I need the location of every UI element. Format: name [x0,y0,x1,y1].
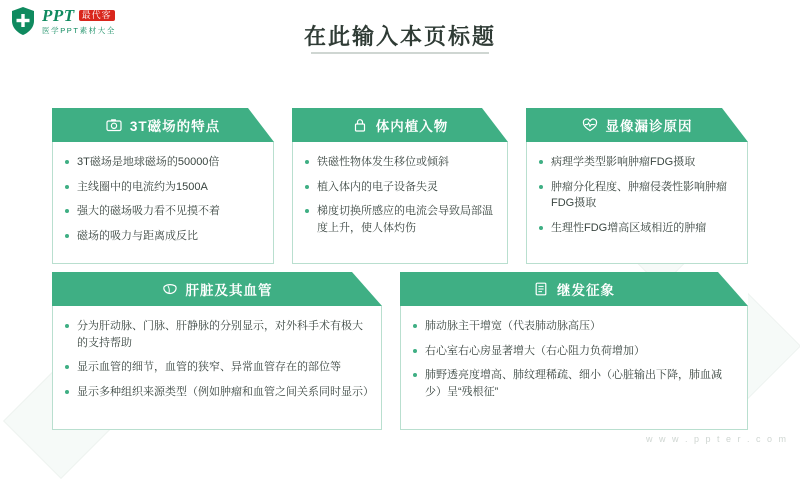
card-secondary-signs [400,272,748,430]
card-body [292,142,508,264]
list-item: 植入体内的电子设备失灵 [303,179,495,196]
list-item: 梯度切换所感应的电流会导致局部温度上升，使人体灼伤 [303,203,495,236]
list-item: 显示多种组织来源类型（例如肿瘤和血管之间关系同时显示） [63,384,369,401]
document-icon [533,281,549,297]
list-item: 肺野透亮度增高、肺纹理稀疏、细小（心脏输出下降，肺血减少）呈“残根征” [411,367,735,400]
list-item: 肺动脉主干增宽（代表肺动脉高压） [411,318,735,335]
card-title: 3T磁场的特点 [129,119,221,134]
liver-icon [162,281,178,297]
list-item: 病理学类型影响肿瘤FDG摄取 [537,154,735,171]
card-header [292,108,508,142]
heartbeat-icon [582,117,598,133]
card-imaging-missed-diagnosis [526,108,748,264]
list-item: 显示血管的细节，血管的狭窄、异常血管存在的部位等 [63,359,369,376]
brand-tag: 最代客 [79,10,115,21]
card-liver-and-vessels [52,272,382,430]
list-item: 生理性FDG增高区域相近的肿瘤 [537,220,735,237]
brand-subtitle: 医学PPT素材大全 [42,26,116,36]
card-body [52,306,382,430]
header-notch [352,272,382,306]
camera-icon [106,117,122,133]
card-3t-magnetic-field [52,108,274,264]
card-header [52,272,382,306]
list-item: 3T磁场是地球磁场的50000倍 [63,154,261,171]
card-header [52,108,274,142]
header-notch [718,272,748,306]
header-notch [722,108,748,142]
brand-name: PPT [42,6,75,26]
card-header [400,272,748,306]
card-title: 显像漏诊原因 [605,119,693,134]
card-title: 肝脏及其血管 [185,283,273,298]
list-item: 肿瘤分化程度、肿瘤侵袭性影响肿瘤FDG摄取 [537,179,735,212]
list-item: 右心室右心房显著增大（右心阻力负荷增加） [411,343,735,360]
card-implants [292,108,508,264]
list-item: 铁磁性物体发生移位或倾斜 [303,154,495,171]
card-header [526,108,748,142]
list-item: 主线圈中的电流约为1500A [63,179,261,196]
lock-icon [352,117,368,133]
title-underline [311,52,489,54]
list-item: 分为肝动脉、门脉、肝静脉的分别显示，对外科手术有极大的支持帮助 [63,318,369,351]
header-notch [482,108,508,142]
footer-watermark: w w w . p p t e r . c o m [645,434,788,444]
card-title: 体内植入物 [375,119,449,134]
card-body [526,142,748,264]
list-item: 强大的磁场吸力看不见摸不着 [63,203,261,220]
card-body [52,142,274,264]
page-title: 在此输入本页标题 [303,24,496,49]
header-notch [248,108,274,142]
card-title: 继发征象 [557,283,615,298]
card-body [400,306,748,430]
list-item: 磁场的吸力与距离成反比 [63,228,261,245]
